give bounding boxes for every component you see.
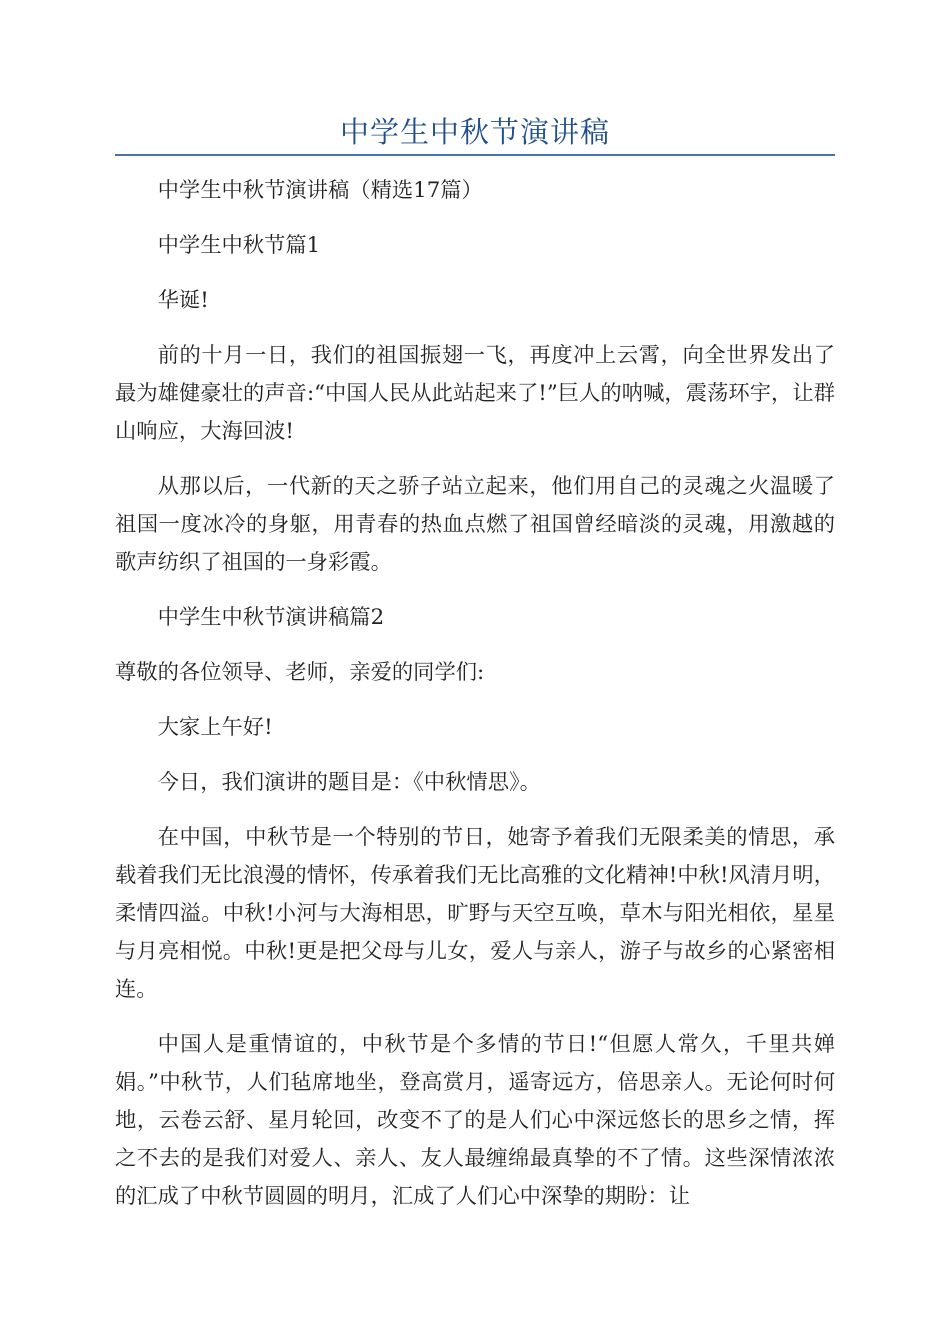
salutation: 尊敬的各位领导、老师，亲爱的同学们:: [115, 660, 485, 685]
paragraph: 在中国，中秋节是一个特别的节日，她寄予着我们无限柔美的情思，承载着我们无比浪漫的情怀，传承着我们无比高雅的文化精神!中秋!风清月明，柔情四溢。中秋!小河与大海相思，旷野与天空互唤，草木与阳光相依，星星与月亮相悦。中秋!更是把父母与儿女，爱人与亲人，游子与故乡的心紧密相连。: [115, 825, 835, 1002]
section-heading-1: 中学生中秋节篇1: [157, 233, 321, 258]
title-underline: [115, 154, 835, 156]
document-title: 中学生中秋节演讲稿: [339, 115, 610, 149]
paragraph-subtitle: 中学生中秋节演讲稿（精选17篇）: [157, 178, 483, 203]
paragraph: 今日，我们演讲的题目是：《中秋情思》。: [157, 770, 541, 795]
section-heading-2: 中学生中秋节演讲稿篇2: [157, 605, 385, 630]
paragraph: 中国人是重情谊的，中秋节是个多情的节日!“但愿人常久，千里共婵娟。”中秋节，人们毡席地坐，登高赏月，遥寄远方，倍思亲人。无论何时何地，云卷云舒、星月轮回，改变不了的是人们心中深远悠长的思乡之情，挥之不去的是我们对爱人、亲人、友人最缠绵最真挚的不了情。这些深情浓浓的汇成了中秋节圆圆的明月，汇成了人们心中深挚的期盼：让: [115, 1032, 835, 1209]
paragraph: 从那以后，一代新的天之骄子站立起来，他们用自己的灵魂之火温暖了祖国一度冰冷的身躯，用青春的热血点燃了祖国曾经暗淡的灵魂，用激越的歌声纺织了祖国的一身彩霞。: [115, 474, 835, 575]
greeting: 大家上午好!: [157, 715, 273, 740]
paragraph: 前的十月一日，我们的祖国振翅一飞，再度冲上云霄，向全世界发出了最为雄健豪壮的声音:“中国人民从此站起来了!”巨人的呐喊，震荡环宇，让群山响应，大海回波!: [115, 343, 835, 444]
document-body: [115, 172, 835, 1233]
paragraph: 华诞!: [157, 288, 209, 313]
